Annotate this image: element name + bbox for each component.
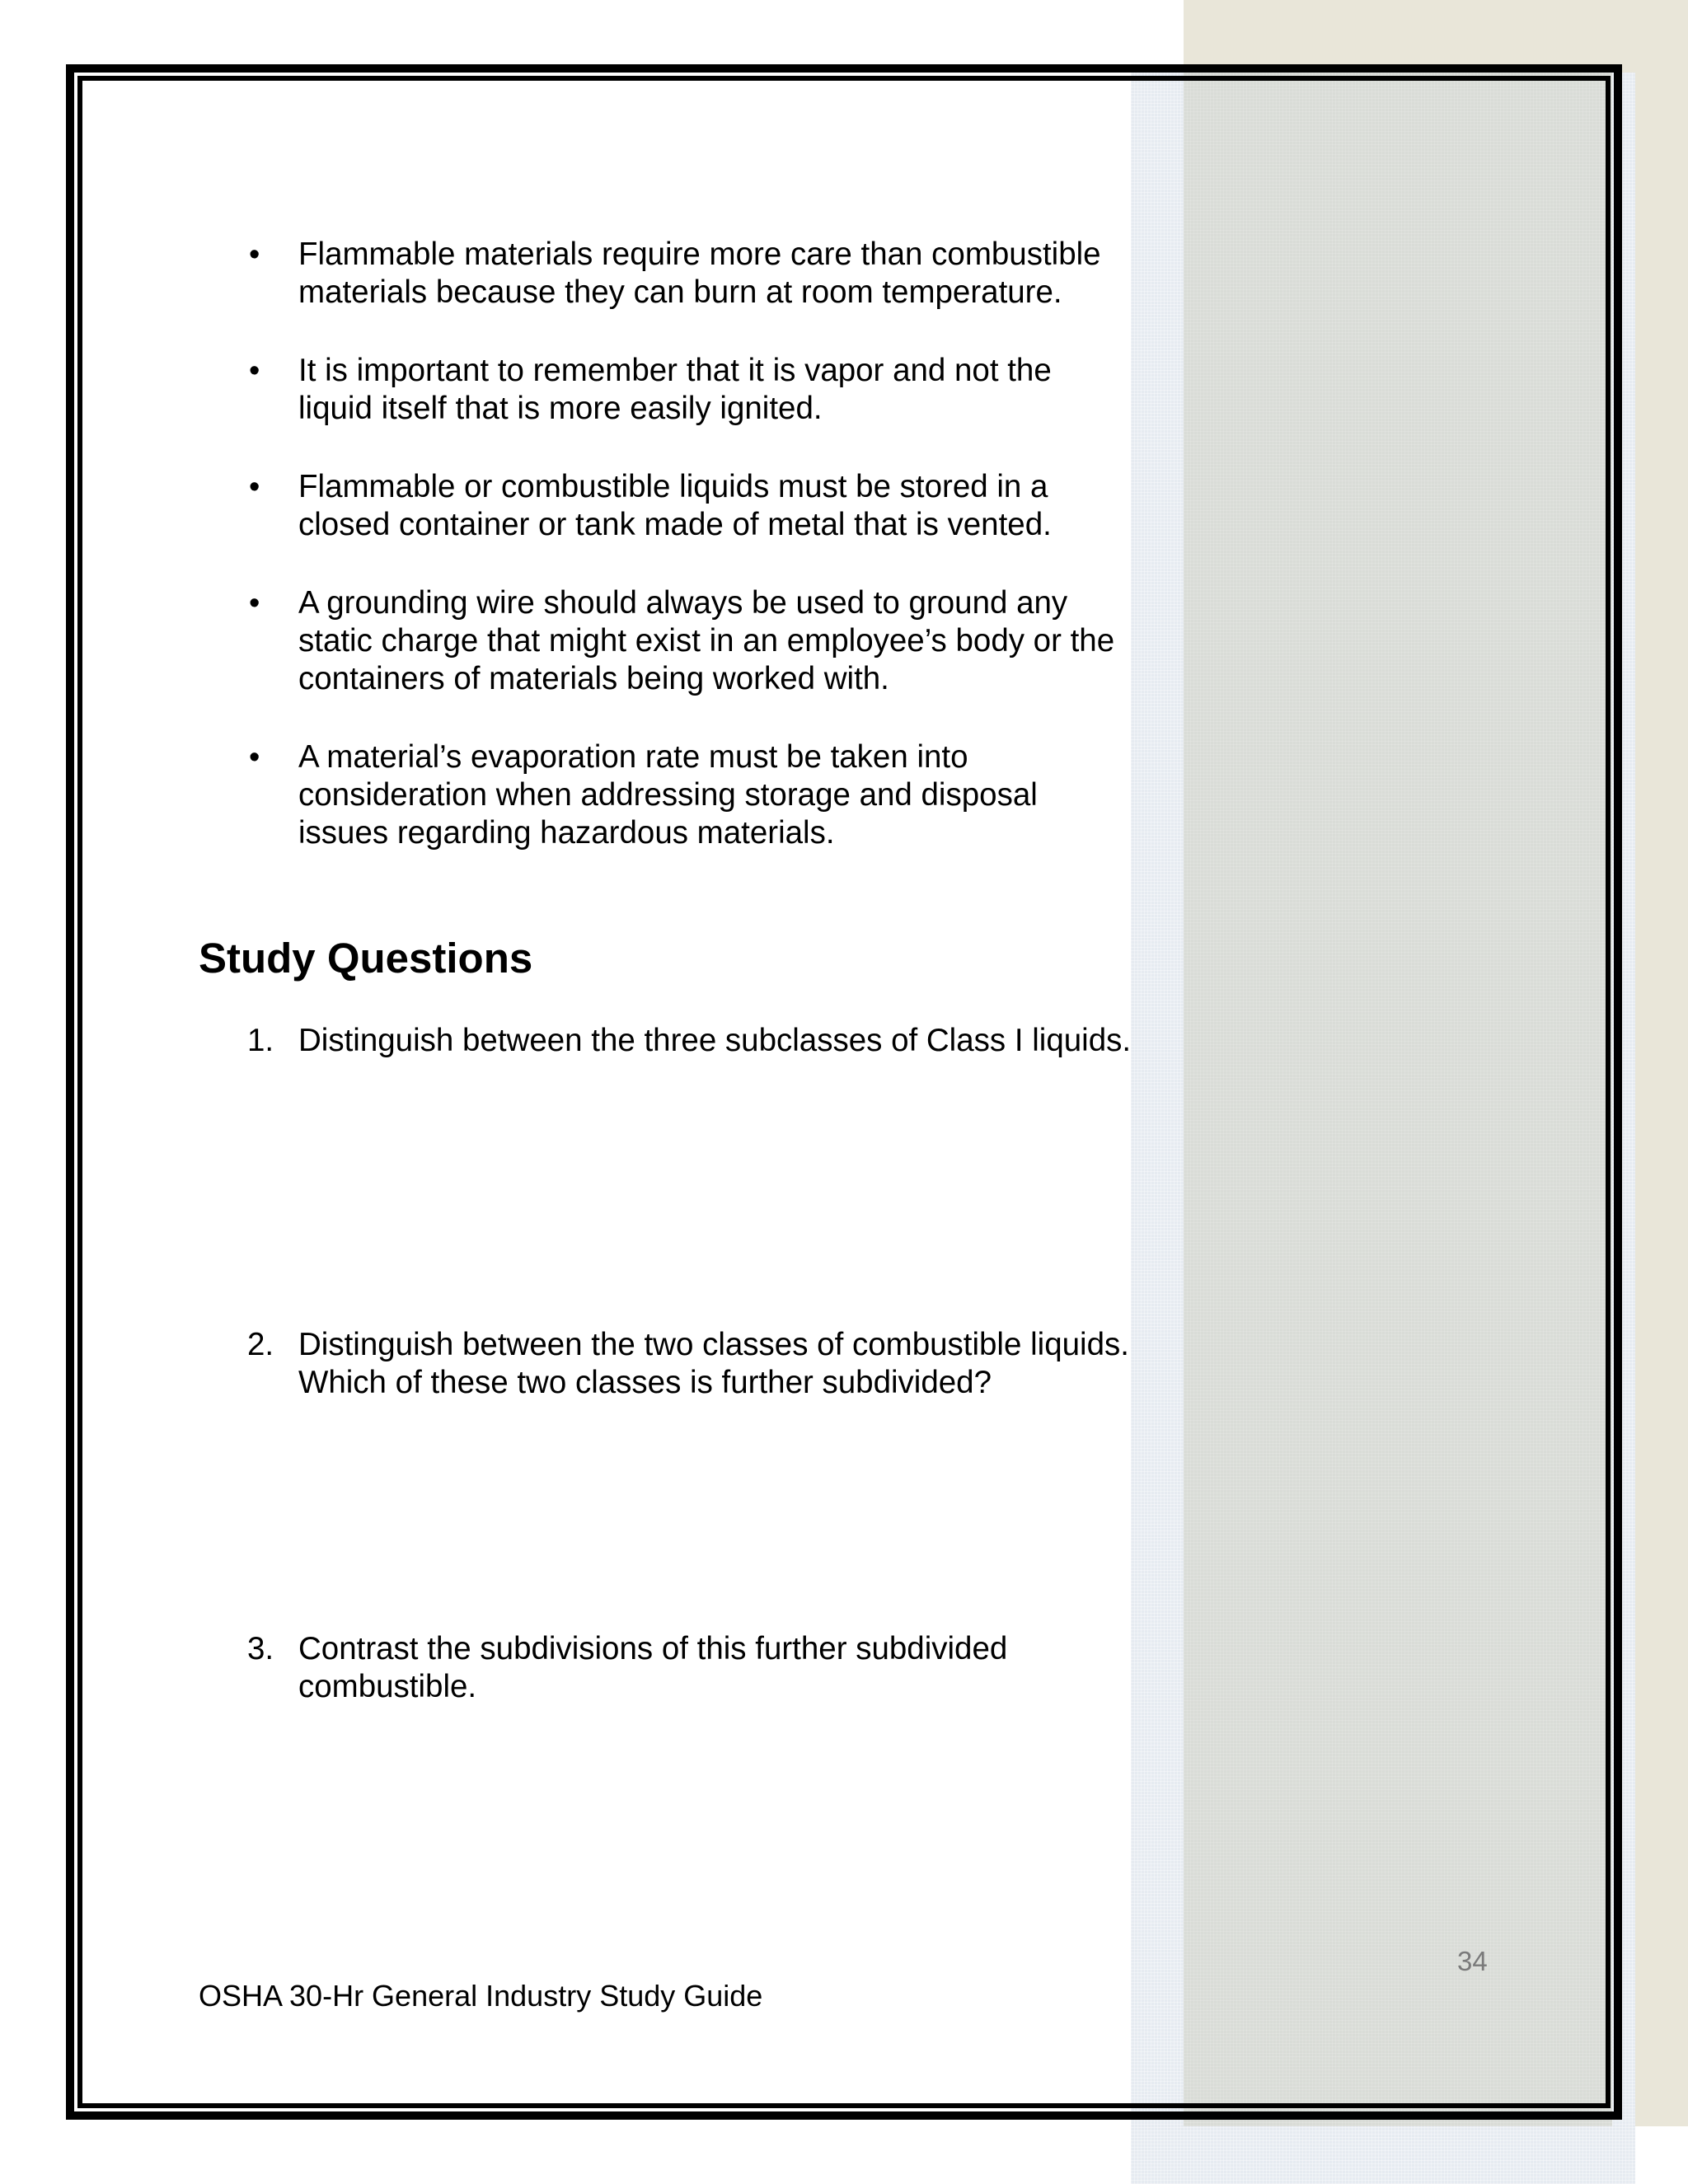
list-item (244, 584, 1134, 698)
bullet-marker: • (249, 470, 260, 504)
bullet-marker: • (249, 237, 260, 272)
page-number: 34 (1457, 1946, 1488, 1976)
list-item (244, 352, 1134, 428)
bullet-text: A material’s evaporation rate must be taken into consideration when addressing storage and disposal issues regarding hazardous materials. (298, 739, 1038, 851)
bullet-marker: • (249, 586, 260, 621)
study-question (244, 1326, 1134, 1402)
footer-title: OSHA 30-Hr General Industry Study Guide (199, 1979, 763, 2013)
list-item (244, 236, 1134, 312)
bullet-list (244, 236, 1134, 893)
bullet-text: It is important to remember that it is vapor and not the liquid itself that is more easily ignited. (298, 353, 1052, 426)
study-question (244, 1022, 1134, 1060)
bullet-marker: • (249, 354, 260, 388)
question-number: 1. (247, 1023, 274, 1058)
study-question (244, 1630, 1134, 1706)
question-number: 3. (247, 1631, 274, 1666)
question-text: Contrast the subdivisions of this further subdivided combustible. (298, 1631, 1008, 1704)
bullet-text: Flammable materials require more care than combustible materials because they can burn at room temperature. (298, 237, 1101, 310)
bullet-text: A grounding wire should always be used to ground any static charge that might exist in an employee’s body or the containers of materials being worked with. (298, 585, 1115, 696)
list-item (244, 468, 1134, 544)
list-item (244, 738, 1134, 852)
question-text: Distinguish between the two classes of combustible liquids. Which of these two classes is further subdivided? (298, 1327, 1129, 1400)
bullet-marker: • (249, 740, 260, 775)
question-text: Distinguish between the three subclasses of Class I liquids. (298, 1023, 1132, 1058)
section-title: Study Questions (199, 935, 533, 982)
bullet-text: Flammable or combustible liquids must be stored in a closed container or tank made of metal that is vented. (298, 469, 1052, 542)
question-number: 2. (247, 1327, 274, 1362)
